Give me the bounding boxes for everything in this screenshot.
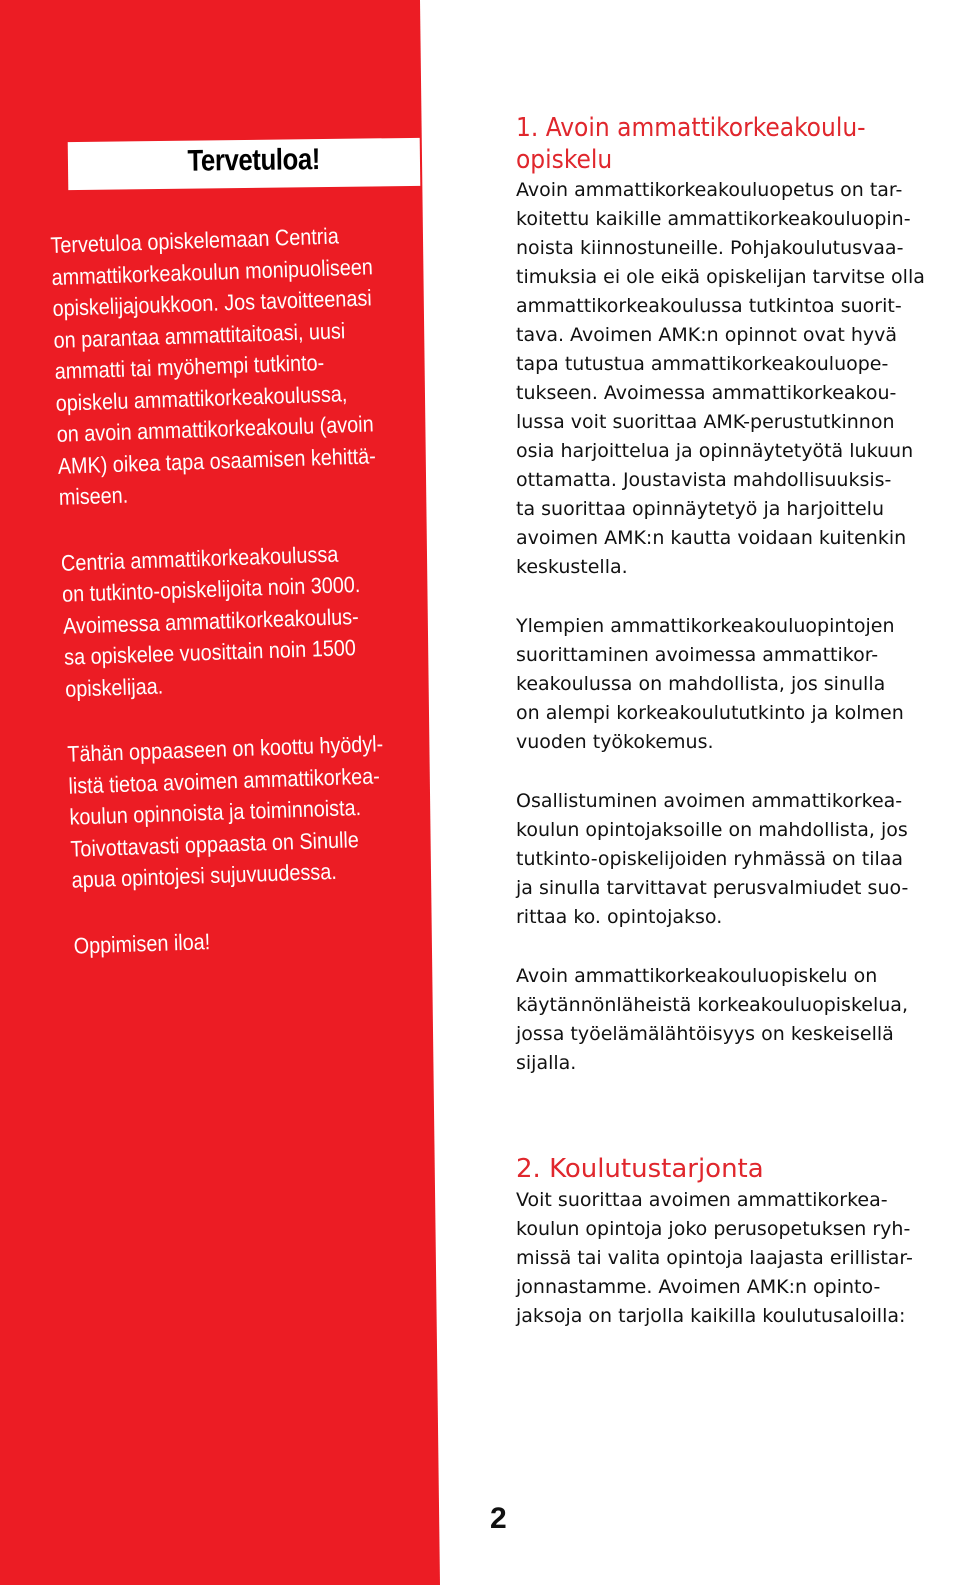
section1-heading: 1. Avoin ammattikorkeakoulu- opiskelu xyxy=(516,113,866,175)
section1-paragraph: Avoin ammattikorkeakouluopiskelu on käytännönläheistä korkeakouluopiskelua, jossa työelämälähtöisyys on keskeisellä sijalla. xyxy=(516,965,908,1074)
section-open-studies xyxy=(516,112,948,1108)
closing-greeting: Oppimisen iloa! xyxy=(73,928,211,959)
section1-paragraph: Osallistuminen avoimen ammattikorkea- koulun opintojaksoille on mahdollista, jos tutkinto-opiskelijoiden ryhmässä on tilaa ja sinulla tarvittavat perusvalmiudet suo- rittaa ko. opintojakso. xyxy=(516,790,909,928)
welcome-banner xyxy=(68,138,421,190)
section1-paragraph: Avoin ammattikorkeakouluopetus on tar- koitettu kaikille ammattikorkeakouluopin- noista kiinnostuneille. Pohjakoulutusvaa- timuksia ei ole eikä opiskelijan tarvitse olla ammattikorkeakoulussa tutkintoa suorit- tava. Avoimen AMK:n opinnot ovat hyvä tapa tutustua ammattikorkeakouluope- tukseen. Avoimessa ammattikorkeakou- lussa voit suorittaa AMK-perustutkinnon osia harjoittelua ja opinnäytetyötä lukuun ottamatta. Joustavista mahdollisuuksis- ta suorittaa opinnäytetyö ja harjoittelu avoimen AMK:n kautta voidaan kuitenkin keskustella. xyxy=(516,179,925,578)
welcome-title: Tervetuloa! xyxy=(187,143,321,178)
section-course-offering xyxy=(516,1152,948,1331)
student-count-paragraph: Centria ammattikorkeakoulussa on tutkinto-opiskelijoita noin 3000. Avoimessa ammattikorkeakoulus- sa opiskelee vuosittain noin 1500 opiskelijaa. xyxy=(60,541,361,702)
page-number: 2 xyxy=(490,1502,507,1535)
section2-heading: 2. Koulutustarjonta xyxy=(516,1154,764,1184)
section1-paragraph: Ylempien ammattikorkeakouluopintojen suorittaminen avoimessa ammattikor- keakoulussa on mahdollista, jos sinulla on alempi korkeakoulututkinto ja kolmen vuoden työkokemus. xyxy=(516,615,904,753)
welcome-paragraph: Tervetuloa opiskelemaan Centria ammattikorkeakoulun monipuoliseen opiskelijajoukkoon. Jos tavoitteenasi on parantaa ammattitaitoasi, uusi ammatti tai myöhempi tutkinto- opiskelu ammattikorkeakoulussa, on avoin ammattikorkeakoulu (avoin AMK) oikea tapa osaamisen kehittä- miseen. xyxy=(50,223,377,510)
guide-purpose-paragraph: Tähän oppaaseen on koottu hyödyl- listä tietoa avoimen ammattikorkea- koulun opinnoista ja toiminnoista. Toivottavasti oppaasta on Sinulle apua opintojesi sujuvuudessa. xyxy=(66,731,384,893)
section2-paragraph: Voit suorittaa avoimen ammattikorkea- koulun opintoja joko perusopetuksen ryh- missä tai valita opintoja laajasta erillistar- jonnastamme. Avoimen AMK:n opinto- jaksoja on tarjolla kaikilla koulutusaloilla: xyxy=(516,1189,913,1327)
welcome-text-column xyxy=(50,217,475,996)
